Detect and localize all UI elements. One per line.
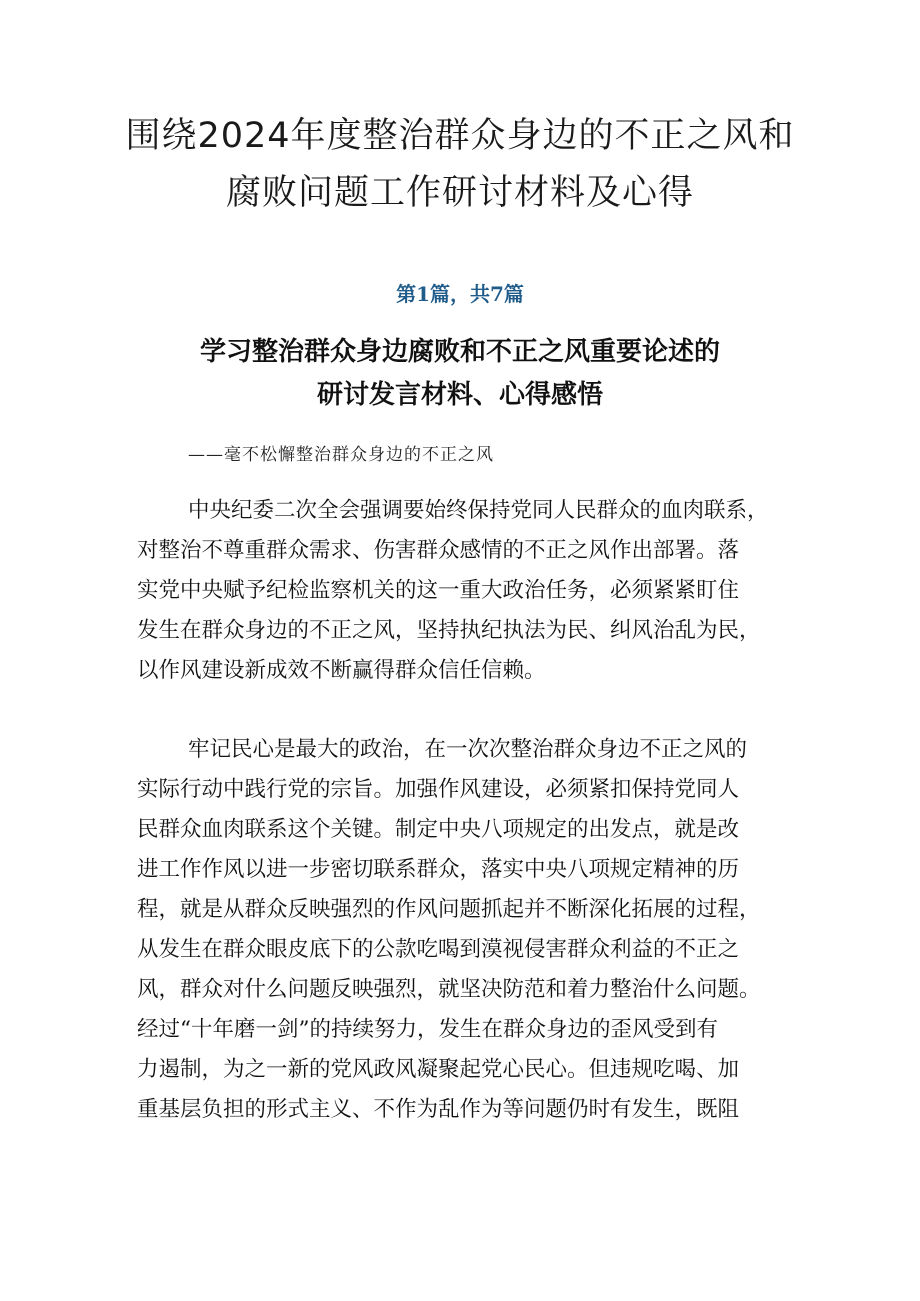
paragraph-line: 进工作作风以进一步密切联系群众，落实中央八项规定精神的历: [137, 857, 740, 882]
paragraph-line: 中央纪委二次全会强调要始终保持党同人民群众的血肉联系，: [188, 498, 769, 523]
main-title-line: 围绕2024年度整治群众身边的不正之风和: [125, 116, 795, 156]
sub-title-line: 学习整治群众身边腐败和不正之风重要论述的: [199, 337, 720, 367]
paragraph-line: 程，就是从群众反映强烈的作风问题抓起并不断深化拓展的过程，: [137, 897, 761, 922]
paragraph-line: 力遏制，为之一新的党风政风凝聚起党心民心。但违规吃喝、加: [137, 1057, 740, 1082]
sub-title: [0, 331, 920, 417]
paragraph-line: 发生在群众身边的不正之风，坚持执纪执法为民、纠风治乱为民，: [137, 618, 761, 643]
main-title-line: 腐败问题工作研讨材料及心得: [225, 173, 694, 213]
sub-title-line: 研讨发言材料、心得感悟: [316, 380, 603, 410]
paragraph-line: 从发生在群众眼皮底下的公款吃喝到漠视侵害群众利益的不正之: [137, 937, 740, 962]
paragraph-line: 实党中央赋予纪检监察机关的这一重大政治任务，必须紧紧盯住: [137, 578, 740, 603]
paragraph-line: 重基层负担的形式主义、不作为乱作为等问题仍时有发生，既阻: [137, 1097, 740, 1122]
paragraph-line: 民群众血肉联系这个关键。制定中央八项规定的出发点，就是改: [137, 817, 740, 842]
paragraph-1: [137, 491, 801, 691]
paragraph-line: 实际行动中践行党的宗旨。加强作风建设，必须紧扣保持党同人: [137, 777, 740, 802]
paragraph-2: [137, 730, 801, 1130]
paragraph-line: 对整治不尊重群众需求、伤害群众感情的不正之风作出部署。落: [137, 538, 740, 563]
main-title: [0, 108, 920, 222]
paragraph-line: 风，群众对什么问题反映强烈，就坚决防范和着力整治什么问题。: [137, 977, 761, 1002]
byline: ——毫不松懈整治群众身边的不正之风: [188, 445, 494, 465]
paragraph-line: 经过“十年磨一剑”的持续努力，发生在群众身边的歪风受到有: [137, 1017, 718, 1042]
paragraph-line: 牢记民心是最大的政治，在一次次整治群众身边不正之风的: [188, 737, 748, 762]
part-label: 第1篇，共7篇: [396, 282, 524, 306]
paragraph-line: 以作风建设新成效不断赢得群众信任信赖。: [137, 658, 546, 683]
